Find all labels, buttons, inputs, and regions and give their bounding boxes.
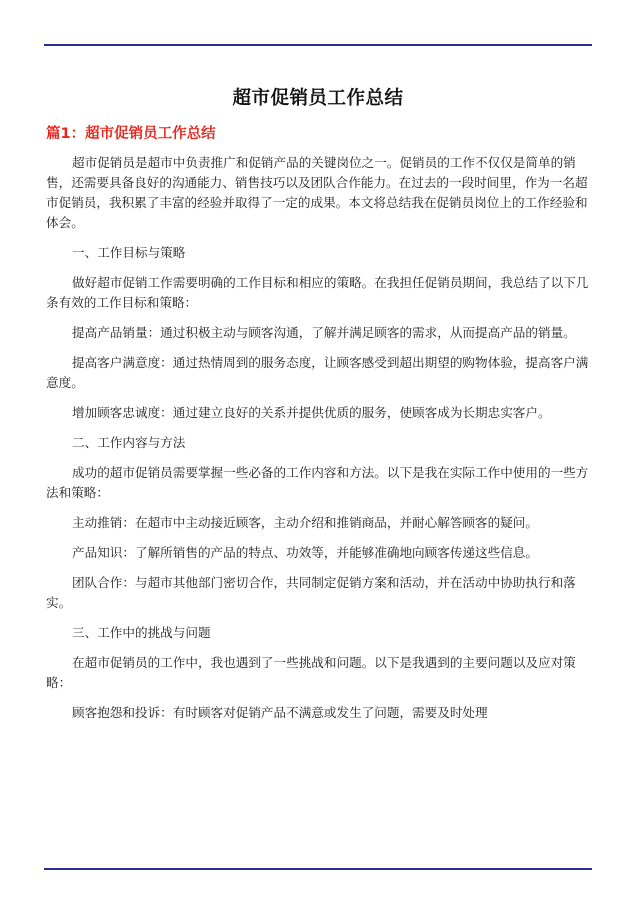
heading-challenges: 三、工作中的挑战与问题 — [72, 625, 211, 640]
paragraph-goal-sales: 提高产品销量：通过积极主动与顾客沟通，了解并满足顾客的需求，从而提高产品的销量。 — [72, 325, 576, 340]
footer-rule — [44, 868, 592, 870]
page-title: 超市促销员工作总结 — [232, 88, 404, 109]
paragraph-challenge-complaints: 顾客抱怨和投诉：有时顾客对促销产品不满意或发生了问题，需要及时处理 — [72, 705, 488, 720]
paragraph-method-teamwork: 团队合作：与超市其他部门密切合作，共同制定促销方案和活动，并在活动中协助执行和落实。 — [46, 575, 576, 610]
paragraph-challenges-intro: 在超市促销员的工作中，我也遇到了一些挑战和问题。以下是我遇到的主要问题以及应对策略： — [46, 655, 576, 690]
paragraph-intro: 超市促销员是超市中负责推广和促销产品的关键岗位之一。促销员的工作不仅仅是简单的销售，还需要具备良好的沟通能力、销售技巧以及团队合作能力。在过去的一段时间里，作为一名超市促销员，我积累了丰富的经验并取得了一定的成果。本文将总结我在促销员岗位上的工作经验和体会。 — [46, 155, 588, 230]
paragraph-goal-satisfaction: 提高客户满意度：通过热情周到的服务态度，让顾客感受到超出期望的购物体验，提高客户满意度。 — [46, 355, 589, 390]
heading-methods: 二、工作内容与方法 — [72, 435, 186, 450]
paragraph-method-selling: 主动推销：在超市中主动接近顾客，主动介绍和推销商品，并耐心解答顾客的疑问。 — [72, 515, 538, 530]
section-title: 篇1：超市促销员工作总结 — [46, 126, 216, 142]
header-rule — [44, 44, 592, 46]
paragraph-goals-intro: 做好超市促销工作需要明确的工作目标和相应的策略。在我担任促销员期间，我总结了以下几条有效的工作目标和策略： — [46, 275, 589, 310]
paragraph-methods-intro: 成功的超市促销员需要掌握一些必备的工作内容和方法。以下是我在实际工作中使用的一些方法和策略： — [46, 465, 589, 500]
paragraph-method-knowledge: 产品知识：了解所销售的产品的特点、功效等，并能够准确地向顾客传递这些信息。 — [72, 545, 538, 560]
paragraph-goal-loyalty: 增加顾客忠诚度：通过建立良好的关系并提供优质的服务，使顾客成为长期忠实客户。 — [72, 405, 551, 420]
heading-goals: 一、工作目标与策略 — [72, 245, 186, 260]
document-body — [46, 153, 592, 733]
